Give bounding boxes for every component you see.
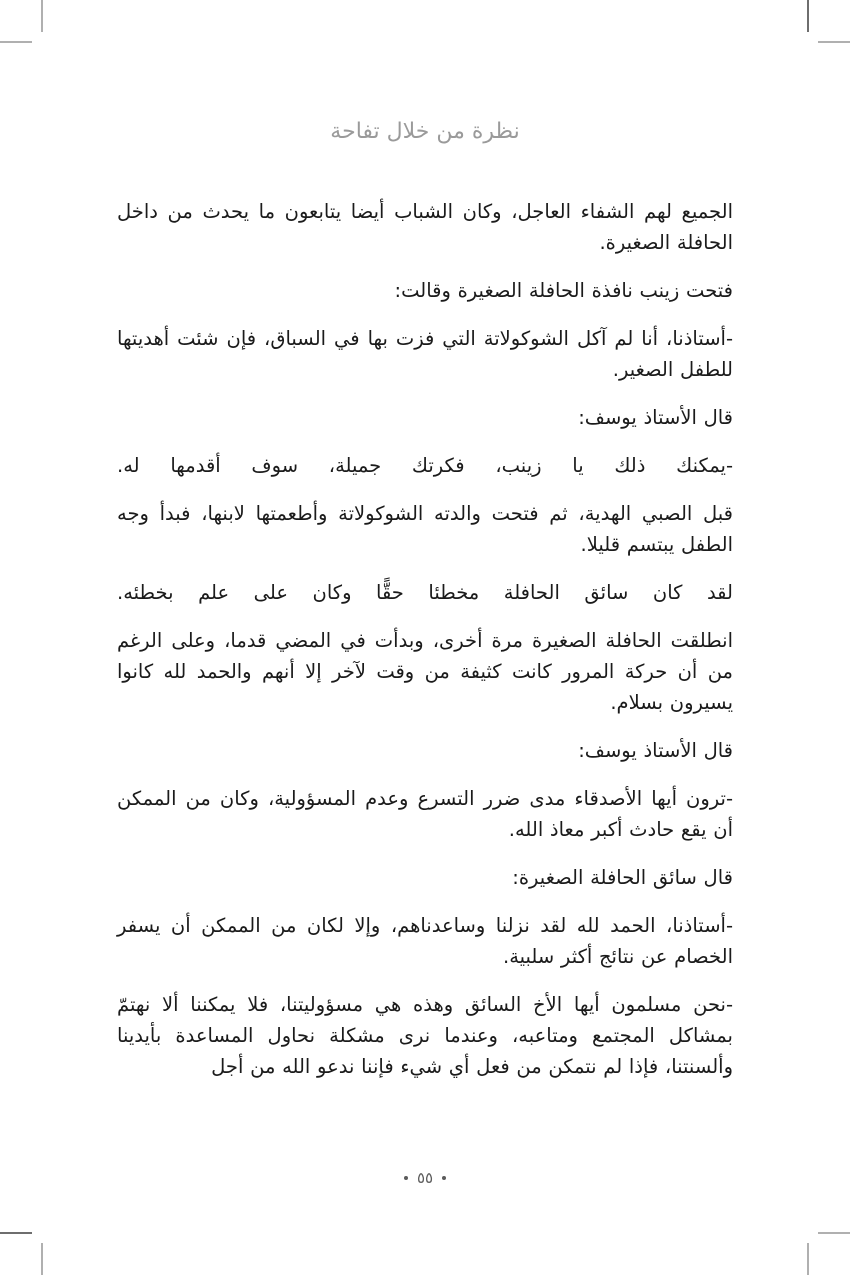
crop-mark-top-right-vertical — [807, 0, 809, 32]
crop-mark-bottom-left-vertical — [41, 1243, 43, 1275]
folio-dot-trailing — [404, 1176, 408, 1180]
paragraph: -نحن مسلمون أيها الأخ السائق وهذه هي مسؤوليتنا، فلا يمكننا ألا نهتمّ بمشاكل المجتمع ومتاعبه، وعندما نرى مشكلة نحاول المساعدة بأيدينا وألسنتنا، فإذا لم نتمكن من فعل أي شيء فإننا ندعو الله من أجل — [117, 993, 733, 1078]
body-text-column — [117, 196, 733, 1082]
paragraph: قال الأستاذ يوسف: — [578, 406, 733, 429]
paragraph: -أستاذنا، أنا لم آكل الشوكولاتة التي فزت بها في السباق، فإن شئت أهديتها للطفل الصغير. — [117, 327, 733, 381]
paragraph: لقد كان سائق الحافلة مخطئا حقًّا وكان على علم بخطئه. — [117, 581, 733, 604]
paragraph: -يمكنك ذلك يا زينب، فكرتك جميلة، سوف أقدمها له. — [117, 454, 733, 477]
crop-mark-bottom-right-vertical — [807, 1243, 809, 1275]
paragraph: -ترون أيها الأصدقاء مدى ضرر التسرع وعدم المسؤولية، وكان من الممكن أن يقع حادث أكبر معاذ الله. — [117, 787, 733, 841]
paragraph: -أستاذنا، الحمد لله لقد نزلنا وساعدناهم، وإلا لكان من الممكن أن يسفر الخصام عن نتائج أكثر سلبية. — [117, 914, 733, 968]
folio-dot-leading — [442, 1176, 446, 1180]
paragraph: قال سائق الحافلة الصغيرة: — [512, 866, 733, 889]
paragraph: انطلقت الحافلة الصغيرة مرة أخرى، وبدأت في المضي قدما، وعلى الرغم من أن حركة المرور كانت كثيفة من وقت لآخر إلا أنهم والحمد لله كانوا يسيرون بسلام. — [117, 629, 733, 714]
crop-mark-bottom-left-horizontal — [0, 1232, 32, 1234]
paragraph: قبل الصبي الهدية، ثم فتحت والدته الشوكولاتة وأطعمتها لابنها، فبدأ وجه الطفل يبتسم قليلا. — [117, 502, 733, 556]
crop-mark-top-right-horizontal — [818, 41, 850, 43]
page-number: ٥٥ — [416, 1169, 434, 1187]
crop-mark-top-left-horizontal — [0, 41, 32, 43]
running-head: نظرة من خلال تفاحة — [330, 119, 520, 144]
crop-mark-bottom-right-horizontal — [818, 1232, 850, 1234]
page-folio — [0, 1169, 850, 1188]
paragraph: فتحت زينب نافذة الحافلة الصغيرة وقالت: — [394, 279, 733, 302]
paragraph: قال الأستاذ يوسف: — [578, 739, 733, 762]
paragraph: الجميع لهم الشفاء العاجل، وكان الشباب أيضا يتابعون ما يحدث من داخل الحافلة الصغيرة. — [117, 200, 733, 254]
crop-mark-top-left-vertical — [41, 0, 43, 32]
